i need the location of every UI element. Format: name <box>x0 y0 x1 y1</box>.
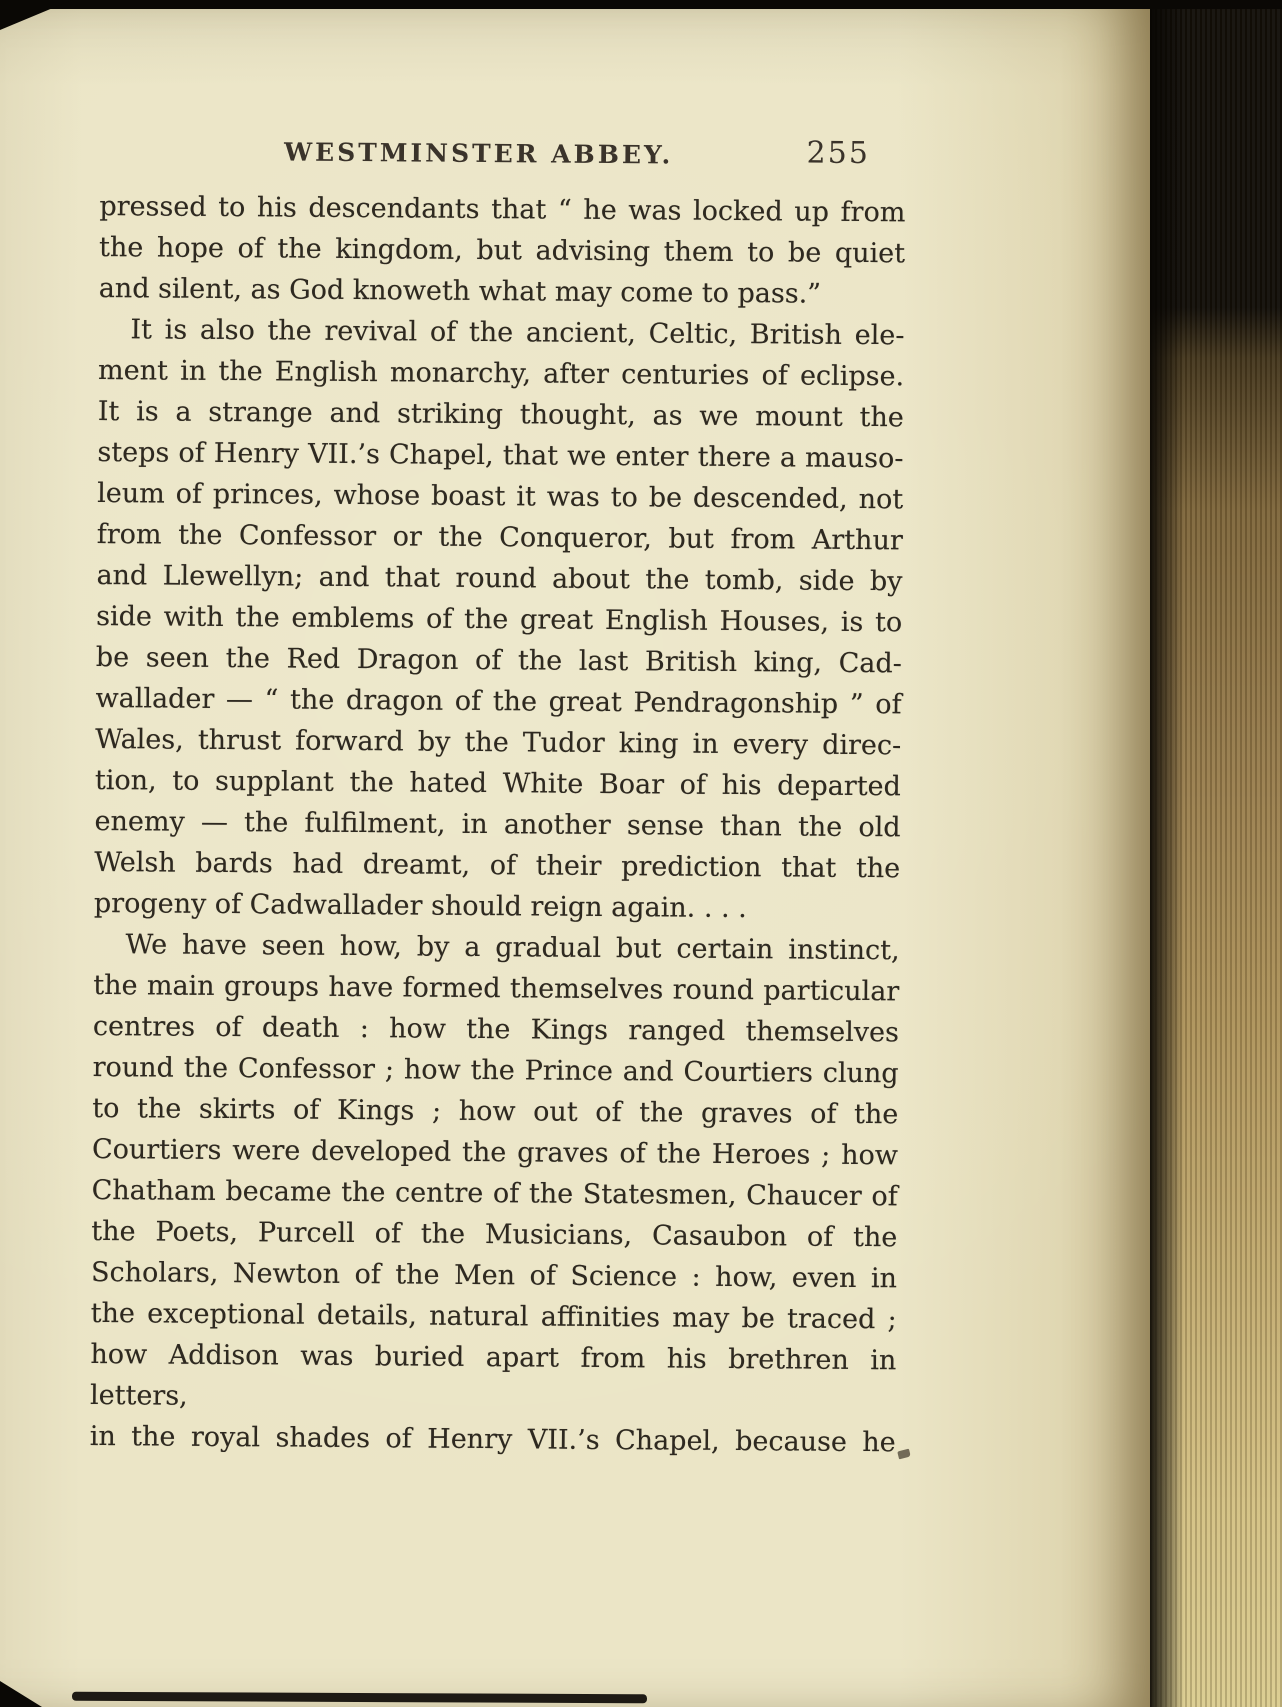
page-number: 255 <box>806 135 870 172</box>
scan-top-edge <box>0 0 1282 9</box>
page-crease-shadow <box>1150 0 1184 1707</box>
text-line: Courtiers were developed the graves of the Heroes ; how <box>91 1133 899 1172</box>
text-line: enemy — the fulfilment, in another sense than the old <box>94 805 901 844</box>
text-column <box>90 132 906 1463</box>
text-line: be seen the Red Dragon of the last British king, Cad- <box>95 641 902 680</box>
scan-corner-bottom-left <box>0 1681 42 1707</box>
text-line: to the skirts of Kings ; how out of the graves of the <box>92 1092 899 1131</box>
text-line: It is a strange and striking thought, as we mount the <box>97 395 904 434</box>
text-line: from the Confessor or the Conqueror, but from Arthur <box>96 518 903 557</box>
paragraph <box>99 186 906 315</box>
text-line: round the Confessor ; how the Prince and Courtiers clung <box>92 1051 899 1090</box>
text-line: tion, to supplant the hated White Boar of his departed <box>94 764 902 803</box>
text-line: Wales, thrust forward by the Tudor king in every direc- <box>95 723 902 762</box>
ink-speck <box>897 1449 911 1460</box>
text-line: Scholars, Newton of the Men of Science : how, even in <box>90 1256 898 1295</box>
page-header <box>100 132 906 182</box>
text-line: steps of Henry VII.’s Chapel, that we enter there a mauso- <box>97 436 904 475</box>
text-line: pressed to his descendants that “ he was locked up from <box>99 190 906 229</box>
page-edge-band <box>1150 0 1282 1707</box>
scan-corner-top-left <box>0 0 72 30</box>
text-line: Chatham became the centre of the Statesmen, Chaucer of <box>91 1174 898 1213</box>
paragraph <box>94 309 905 930</box>
text-line: in the royal shades of Henry VII.’s Chapel, because he <box>89 1420 896 1459</box>
text-line: It is also the revival of the ancient, Celtic, British ele- <box>130 314 905 352</box>
text-line: and silent, as God knoweth what may come to pass.” <box>98 272 822 310</box>
text-line: Welsh bards had dreamt, of their prediction that the <box>94 846 901 885</box>
text-line: and Llewellyn; and that round about the tomb, side by <box>96 559 903 598</box>
text-line: ment in the English monarchy, after centuries of eclipse. <box>98 354 905 393</box>
page-title: WESTMINSTER ABBEY. <box>283 137 674 170</box>
text-line: progeny of Cadwallader should reign again. . . . <box>93 887 747 925</box>
text-line: leum of princes, whose boast it was to be descended, not <box>97 477 904 516</box>
paragraph <box>90 924 900 1463</box>
text-line: the main groups have formed themselves round particular <box>93 969 900 1008</box>
text-line: the exceptional details, natural affinities may be traced ; <box>90 1297 897 1336</box>
text-line: wallader — “ the dragon of the great Pendragonship ” of <box>95 682 902 721</box>
text-line: how Addison was buried apart from his brethren in letters, <box>89 1338 897 1412</box>
text-line: We have seen how, by a gradual but certain instinct, <box>125 929 900 967</box>
text-line: centres of death : how the Kings ranged themselves <box>92 1010 900 1049</box>
text-line: side with the emblems of the great English Houses, is to <box>96 600 903 639</box>
text-line: the hope of the kingdom, but advising them to be quiet <box>98 231 906 270</box>
text-line: the Poets, Purcell of the Musicians, Casaubon of the <box>91 1215 898 1254</box>
